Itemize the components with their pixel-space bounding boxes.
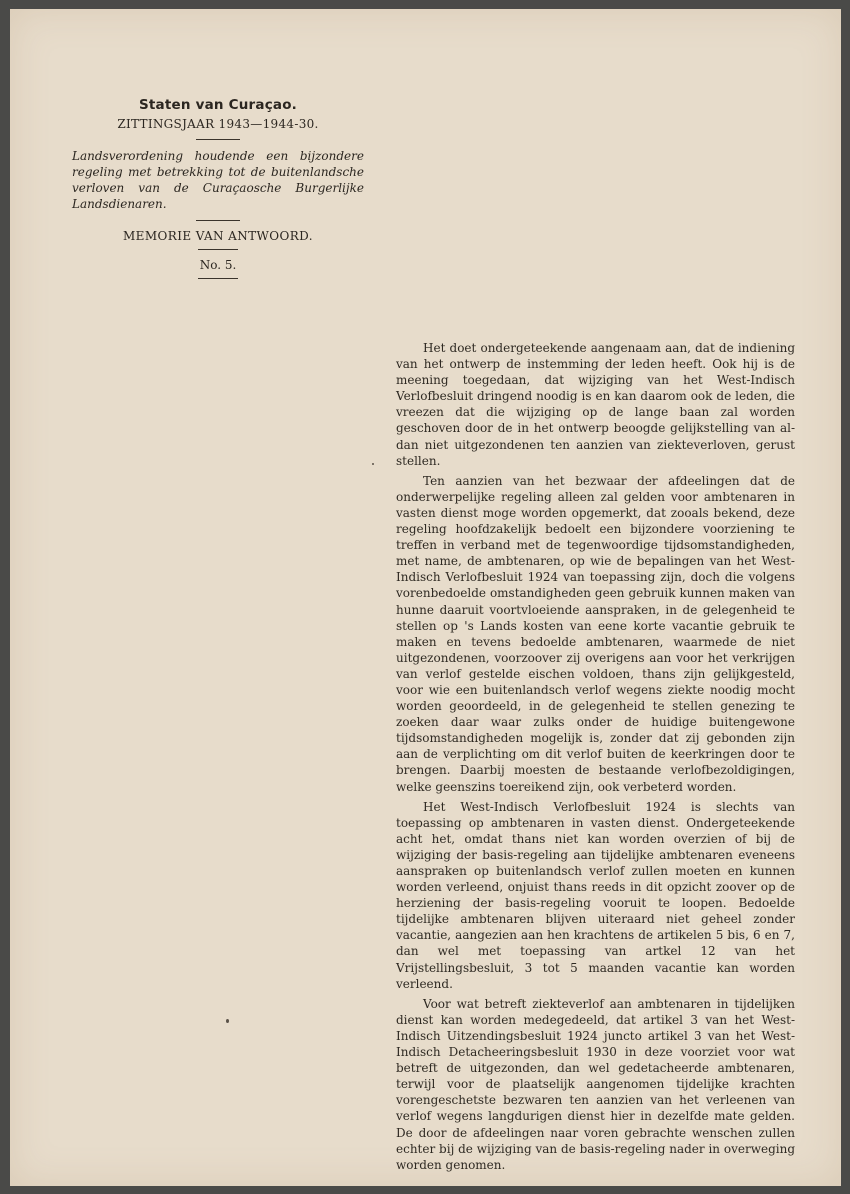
document-header (70, 97, 366, 287)
divider (196, 139, 240, 140)
paper-speck (372, 463, 374, 465)
document-type: MEMORIE VAN ANTWOORD. (123, 229, 313, 243)
divider (196, 220, 240, 221)
document-number: No. 5. (199, 258, 237, 272)
paper-speck (226, 1019, 229, 1023)
body-text (396, 340, 795, 1177)
session-year: ZITTINGSJAAR 1943—1944-30. (117, 117, 319, 131)
paragraph: Het West-Indisch Verlofbesluit 1924 is slechts van toepassing op ambtenaren in vasten dienst. Ondergeteekende acht het, omdat thans niet kan worden overzien of bij de wijziging der basis-regeling aan tijdelijke ambtenaren eveneens aanspraken op buitenlandsch verlof zullen moeten en kunnen worden verleend, onjuist thans reeds in dit opzicht zoover op de herziening der basis-regeling vooruit te loopen. Bedoelde tijdelijke ambtenaren blijven uiteraard niet geheel zonder vacantie, aangezien aan hen krachtens de artikelen 5 bis, 6 en 7, dan wel met toepassing van artkel 12 van het Vrijstellingsbesluit, 3 tot 5 maanden vacantie kan worden verleend. (396, 799, 795, 991)
divider (198, 278, 238, 279)
paragraph: Ten aanzien van het bezwaar der afdeelingen dat de onderwerpelijke regeling alleen zal gelden voor ambtenaren in vasten dienst moge worden opgemerkt, dat zooals bekend, deze regeling hoofdzakelijk bedoelt een bijzondere voorziening te treffen in verband met de tegenwoordige tijdsomstandigheden, met name, de ambtenaren, op wie de bepalingen van het West-Indisch Verlofbesluit 1924 van toepassing zijn, doch die volgens vorenbedoelde omstandigheden geen gebruik kunnen maken van hunne daaruit voortvloeiende aanspraken, in de gelegenheid te stellen op 's Lands kosten van eene korte vacantie gebruik te maken en tevens bedoelde ambtenaren, waarmede de niet uitgezondenen, voorzoover zij overigens aan voor het verkrijgen van verlof gestelde eischen voldoen, thans zijn gelijkgesteld, voor wie een buitenlandsch verlof wegens ziekte noodig mocht worden geoordeeld, in de gelegenheid te stellen genezing te zoeken daar waar zulks onder de huidige buitengewone tijdsomstandigheden mogelijk is, zonder dat zij gebonden zijn aan de verplichting om dit verlof buiten de keerkringen door te brengen. Daarbij moesten de bestaande verlofbezoldigingen, welke geenszins toereikend zijn, ook verbeterd worden. (396, 473, 795, 794)
divider (198, 249, 238, 250)
paragraph: Voor wat betreft ziekteverlof aan ambtenaren in tijdelijken dienst kan worden medegedeeld, dat artikel 3 van het West-Indisch Uitzendingsbesluit 1924 juncto artikel 3 van het West-Indisch Detacheeringsbesluit 1930 in deze voorziet voor wat betreft de uitgezonden, dan wel gedetacheerde ambtenaren, terwijl voor de plaatselijk aangenomen tijdelijke krachten vorengeschetste bezwaren ten aanzien van het verleenen van verlof wegens langdurigen dienst hier in dezelfde mate gelden. De door de afdeelingen naar voren gebrachte wenschen zullen echter bij de wijziging van de basis-regeling nader in overweging worden genomen. (396, 996, 795, 1172)
paragraph: Het doet ondergeteekende aangenaam aan, dat de indiening van het ontwerp de instemming der leden heeft. Ook hij is de meening toegedaan, dat wijziging van het West-Indisch Verlofbesluit dringend noodig is en kan daarom ook de leden, die vreezen dat die wijziging op de lange baan zal worden geschoven door de in het ontwerp beoogde gelijkstelling van al- dan niet uitgezondenen ten aanzien van ziekteverloven, gerust stellen. (396, 341, 795, 468)
document-page (10, 9, 841, 1186)
ordinance-title: Landsverordening houdende een bijzondere regeling met betrekking tot de buitenlandsche verloven van de Curaçaosche Burgerlijke Landsdienaren. (72, 149, 364, 211)
assembly-name: Staten van Curaçao. (138, 97, 298, 113)
